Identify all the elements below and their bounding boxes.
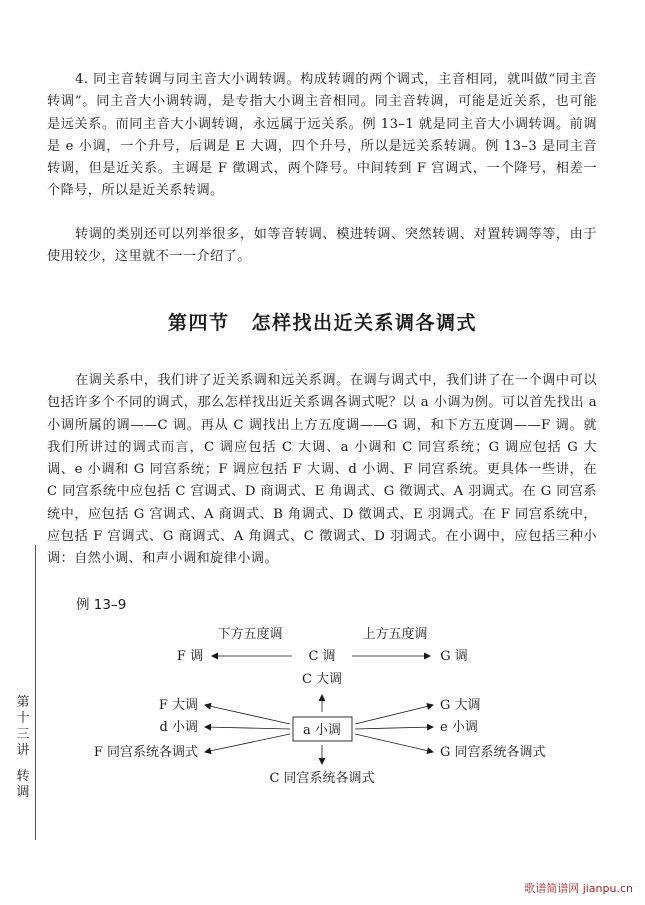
d-minor-key: d 小调	[159, 720, 198, 735]
f-key: F 调	[176, 649, 204, 664]
chapter-topic: 转调	[16, 769, 30, 800]
chapter-side-label	[15, 695, 31, 801]
key-relation-diagram	[0, 615, 645, 800]
f-system-modes: F 同宫系统各调式	[93, 745, 198, 760]
c-system-modes: C 同宫系统各调式	[269, 771, 375, 786]
arrow-to-g-system	[355, 734, 433, 752]
g-key: G 调	[440, 649, 468, 664]
paragraph-modulation-types: 转调的类别还可以列举很多，如等音转调、模进转调、突然转调、对置转调等等，由于使用较少，这里就不一一介绍了。	[47, 227, 597, 265]
margin-rule	[35, 545, 36, 840]
watermark: 歌谱简谱网 jianpu.cn	[524, 882, 633, 895]
lower-fifth-label: 下方五度调	[217, 627, 283, 642]
paragraph-same-tonic: 4. 同主音转调与同主音大小调转调。构成转调的两个调式，主音相同，就叫做“同主音转调”。同主音大小调转调，是专指大小调主音相同。同主音转调，可能是近关系，也可能是远关系。而同主音大小调转调，永远属于远关系。例 13–1 就是同主音大小调转调。前调是 e 小调，一个升号，后调是 E 大调，四个升号，所以是远关系转调。例 13–3 是同主音转调，但是近关系。主调是 F 徵调式，两个降号。中间转到 F 宫调式，一个降号，相差一个降号，所以是近关系转调。	[47, 72, 597, 199]
arrow-to-e-minor	[355, 727, 433, 729]
c-key: C 调	[308, 649, 336, 664]
f-major-key: F 大调	[158, 698, 198, 713]
arrow-to-g-major	[355, 705, 433, 724]
upper-fifth-label: 上方五度调	[362, 627, 428, 642]
e-minor-key: e 小调	[440, 720, 478, 735]
section-heading: 怎样找出近关系调各调式	[251, 312, 478, 334]
arrow-to-f-system	[205, 734, 290, 752]
arrow-to-d-minor	[205, 727, 290, 729]
paragraph-related-keys: 在调关系中，我们讲了近关系调和远关系调。在调与调式中，我们讲了在一个调中可以包括许多个不同的调式，那么怎样找出近关系调各调式呢？以 a 小调为例。可以首先找出 a 小调所属的调——C 调。再从 C 调找出上方五度调——G 调，和下方五度调——F 调。就我们所讲过的调式而言，C 调应包括 C 大调、a 小调和 C 同宫系统；G 调应包括 G 大调、e 小调和 G 同宫系统；F 调应包括 F 大调、d 小调、F 同宫系统。更具体一些讲，在 C 同宫系统中应包括 C 宫调式、D 商调式、E 角调式、G 徵调式、A 羽调式。在 G 同宫系统中，应包括 G 宫调式、A 商调式、B 角调式、D 徵调式、E 羽调式。在 F 同宫系统中，应包括 F 宫调式、G 商调式、A 角调式、C 徵调式、D 羽调式。在小调中，应包括三种小调：自然小调、和声小调和旋律小调。	[47, 373, 597, 567]
g-system-modes: G 同宫系统各调式	[440, 745, 546, 760]
chapter-number: 第十三讲	[16, 695, 30, 758]
g-major-key: G 大调	[440, 698, 481, 713]
section-title	[0, 308, 645, 335]
a-minor-key: a 小调	[303, 723, 341, 738]
section-number: 第四节	[167, 312, 230, 334]
arrow-to-f-major	[205, 705, 290, 724]
example-label: 例 13–9	[76, 597, 127, 613]
c-major-key: C 大调	[301, 672, 343, 687]
